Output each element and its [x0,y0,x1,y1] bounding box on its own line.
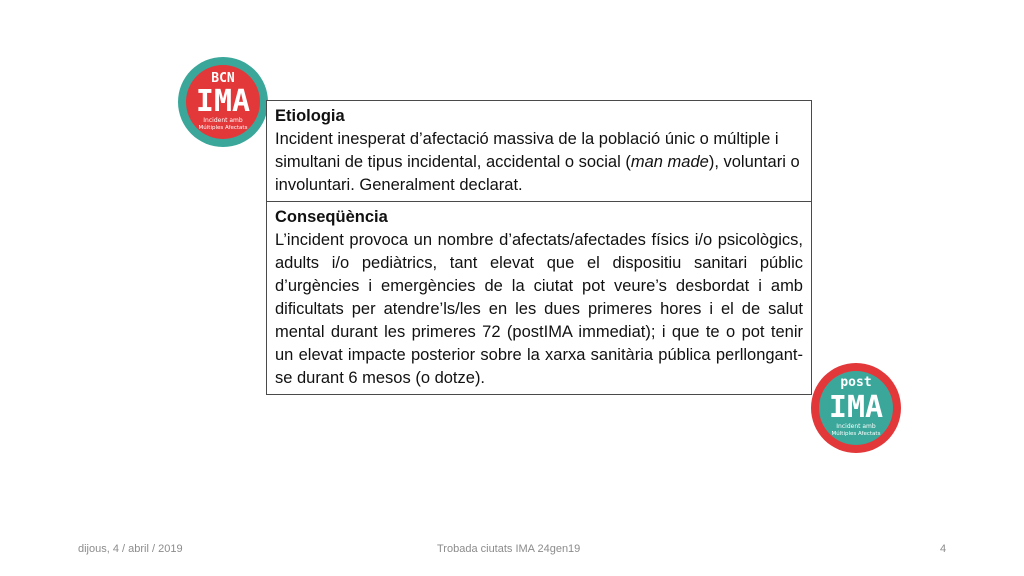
footer-page-number: 4 [940,543,947,555]
etiologia-text-italic: man made [630,153,709,171]
etiologia-text [275,128,803,197]
logo-bottom-line3: Incident amb [836,423,876,430]
footer-center: Trobada ciutats IMA 24gen19 [437,543,581,555]
logo-top-line3: Incident amb [203,117,243,124]
logo-bottom-line2: IMA [828,390,884,425]
logo-top-line2: IMA [195,84,251,119]
etiologia-text-1: Incident inesperat d’afectació massiva de la població únic o múltiple i simultani de tipus incidental, accidental o social ( [275,130,779,171]
logo-bottom-line1: post [840,375,872,390]
etiologia-text-2: ), voluntari o involuntari. Generalment declarat. [275,153,800,194]
etiologia-section [267,101,811,202]
etiologia-heading: Etiologia [275,107,345,125]
footer-date: dijous, 4 / abril / 2019 [78,543,183,555]
consequencia-section [267,202,811,390]
consequencia-text: L’incident provoca un nombre d’afectats/afectades físics i/o psicològics, adults i/o pediàtrics, tant elevat que el dispositiu sanitari públic d’urgències i emergències de la ciutat pot veure’s desbordat i amb dificultats per atendre’ls/les en les dues primeres hores i el de salut mental durant les primeres 72 (postIMA immediat); i que te o pot tenir un elevat impacte posterior sobre la xarxa sanitària pública perllongant-se durant 6 mesos (o dotze). [275,231,803,387]
logo-top-line1: BCN [211,71,235,86]
logo-top-line4: Múltiples Afectats [198,125,248,131]
info-box [266,100,812,395]
post-ima-logo [810,362,902,454]
consequencia-heading: Conseqüència [275,208,388,226]
bcn-ima-logo [177,56,269,148]
logo-bottom-line4: Múltiples Afectats [831,431,881,437]
